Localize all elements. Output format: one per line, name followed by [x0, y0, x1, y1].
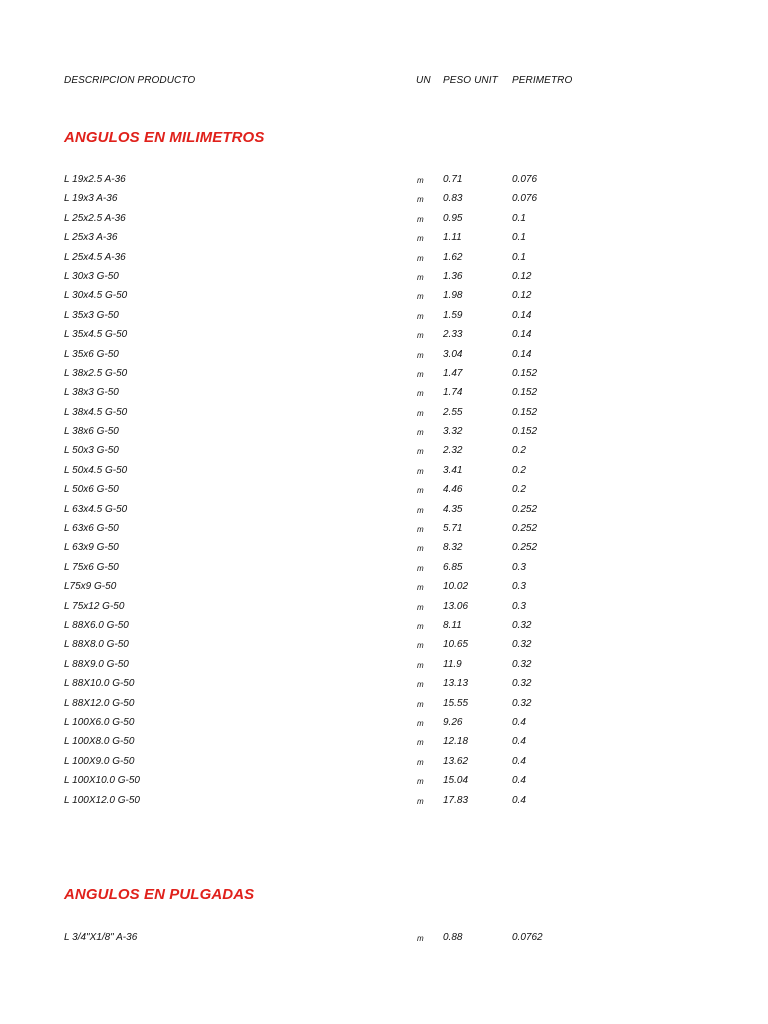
unit-cell: m	[417, 486, 424, 496]
unit-weight-cell: 1.47	[443, 367, 463, 379]
product-description: L 100X10.0 G-50	[64, 775, 140, 787]
product-description: L 19x3 A-36	[64, 193, 118, 205]
unit-cell: m	[417, 796, 424, 806]
perimeter-cell: 0.4	[512, 755, 526, 767]
unit-cell: m	[417, 738, 424, 748]
header-perimetro: PERIMETRO	[512, 75, 573, 86]
unit-weight-cell: 1.98	[443, 290, 463, 302]
table-row	[0, 405, 768, 424]
unit-weight-cell: 1.36	[443, 270, 463, 282]
unit-cell: m	[417, 369, 424, 379]
product-description: L 100X12.0 G-50	[64, 794, 140, 806]
unit-cell: m	[417, 505, 424, 515]
product-description: L 75x12 G-50	[64, 600, 125, 612]
table-row	[0, 637, 768, 656]
unit-cell: m	[417, 331, 424, 341]
perimeter-cell: 0.1	[512, 251, 526, 263]
unit-cell: m	[417, 408, 424, 418]
unit-weight-cell: 15.04	[443, 775, 469, 787]
perimeter-cell: 0.252	[512, 523, 538, 535]
unit-weight-cell: 12.18	[443, 736, 469, 748]
table-row	[0, 773, 768, 792]
unit-cell: m	[417, 428, 424, 438]
table-row	[0, 482, 768, 501]
table-row	[0, 269, 768, 288]
product-description: L 100X8.0 G-50	[64, 736, 135, 748]
perimeter-cell: 0.152	[512, 426, 538, 438]
product-description: L 25x4.5 A-36	[64, 251, 126, 263]
product-description: L 35x6 G-50	[64, 348, 119, 360]
product-description: L75x9 G-50	[64, 581, 117, 593]
table-row	[0, 347, 768, 366]
unit-weight-cell: 11.9	[443, 658, 462, 670]
table-row	[0, 754, 768, 773]
product-description: L 50x6 G-50	[64, 484, 119, 496]
product-description: L 38x4.5 G-50	[64, 406, 128, 418]
perimeter-cell: 0.1	[512, 232, 526, 244]
unit-cell: m	[417, 621, 424, 631]
unit-weight-cell: 3.32	[443, 426, 463, 438]
unit-weight-cell: 8.32	[443, 542, 463, 554]
unit-cell: m	[417, 757, 424, 767]
unit-weight-cell: 2.32	[443, 445, 463, 457]
table-row	[0, 560, 768, 579]
table-row	[0, 463, 768, 482]
table-row	[0, 327, 768, 346]
product-description: L 50x3 G-50	[64, 445, 119, 457]
product-description: L 100X6.0 G-50	[64, 716, 135, 728]
table-row	[0, 521, 768, 540]
perimeter-cell: 0.4	[512, 736, 526, 748]
unit-weight-cell: 15.55	[443, 697, 469, 709]
table-row	[0, 250, 768, 269]
perimeter-cell: 0.1	[512, 212, 526, 224]
perimeter-cell: 0.152	[512, 406, 538, 418]
unit-cell: m	[417, 718, 424, 728]
unit-cell: m	[417, 447, 424, 457]
unit-weight-cell: 1.74	[443, 387, 463, 399]
unit-weight-cell: 13.06	[443, 600, 469, 612]
unit-cell: m	[417, 777, 424, 787]
table-row	[0, 657, 768, 676]
section-title-pulgadas: ANGULOS EN PULGADAS	[64, 886, 255, 903]
product-description: L 35x4.5 G-50	[64, 329, 128, 341]
unit-cell: m	[417, 583, 424, 593]
perimeter-cell: 0.32	[512, 658, 532, 670]
unit-weight-cell: 2.55	[443, 406, 463, 418]
unit-weight-cell: 2.33	[443, 329, 463, 341]
unit-cell: m	[417, 389, 424, 399]
unit-weight-cell: 0.71	[443, 174, 463, 185]
product-description: L 30x4.5 G-50	[64, 290, 128, 302]
perimeter-cell: 0.14	[512, 348, 532, 360]
unit-cell: m	[417, 272, 424, 282]
perimeter-cell: 0.32	[512, 678, 532, 690]
product-description: L 38x3 G-50	[64, 387, 119, 399]
table-row	[0, 424, 768, 443]
product-description: L 88X6.0 G-50	[64, 619, 129, 631]
product-description: L 35x3 G-50	[64, 309, 119, 321]
unit-weight-cell: 0.88	[443, 932, 463, 943]
perimeter-cell: 0.3	[512, 561, 526, 573]
product-description: L 25x3 A-36	[64, 232, 118, 244]
unit-weight-cell: 10.65	[443, 639, 469, 651]
table-row	[0, 676, 768, 695]
table-row	[0, 172, 768, 191]
unit-weight-cell: 3.41	[443, 464, 463, 476]
unit-cell: m	[417, 214, 424, 224]
product-description: L 75x6 G-50	[64, 561, 119, 573]
header-peso-unit: PESO UNIT	[443, 75, 498, 86]
product-description: L 30x3 G-50	[64, 270, 119, 282]
unit-cell: m	[417, 660, 424, 670]
unit-weight-cell: 0.95	[443, 212, 463, 224]
unit-cell: m	[417, 544, 424, 554]
unit-cell: m	[417, 934, 424, 943]
perimeter-cell: 0.4	[512, 716, 526, 728]
unit-weight-cell: 4.46	[443, 484, 463, 496]
table-row	[0, 366, 768, 385]
perimeter-cell: 0.252	[512, 503, 538, 515]
table-row	[0, 599, 768, 618]
unit-cell: m	[417, 195, 424, 205]
table-row	[0, 618, 768, 637]
unit-weight-cell: 13.62	[443, 755, 469, 767]
unit-weight-cell: 1.11	[443, 232, 462, 244]
unit-weight-cell: 0.83	[443, 193, 463, 205]
unit-cell: m	[417, 176, 424, 185]
table-row	[0, 734, 768, 753]
product-description: L 88X10.0 G-50	[64, 678, 135, 690]
unit-weight-cell: 4.35	[443, 503, 463, 515]
table-milimetros	[0, 172, 768, 812]
product-description: L 38x2.5 G-50	[64, 367, 128, 379]
perimeter-cell: 0.152	[512, 367, 538, 379]
table-row	[0, 930, 768, 949]
product-description: L 50x4.5 G-50	[64, 464, 128, 476]
table-row	[0, 793, 768, 812]
unit-weight-cell: 1.62	[443, 251, 463, 263]
perimeter-cell: 0.076	[512, 174, 538, 185]
unit-cell: m	[417, 292, 424, 302]
product-description: L 25x2.5 A-36	[64, 212, 126, 224]
unit-weight-cell: 10.02	[443, 581, 469, 593]
table-row	[0, 715, 768, 734]
perimeter-cell: 0.14	[512, 329, 532, 341]
table-row	[0, 211, 768, 230]
unit-weight-cell: 6.85	[443, 561, 463, 573]
unit-cell: m	[417, 234, 424, 244]
product-description: L 38x6 G-50	[64, 426, 119, 438]
perimeter-cell: 0.12	[512, 270, 532, 282]
perimeter-cell: 0.2	[512, 445, 526, 457]
section-title-milimetros: ANGULOS EN MILIMETROS	[64, 129, 265, 146]
product-description: L 63x6 G-50	[64, 523, 119, 535]
perimeter-cell: 0.4	[512, 775, 526, 787]
product-description: L 3/4"X1/8" A-36	[64, 932, 138, 943]
perimeter-cell: 0.12	[512, 290, 532, 302]
unit-cell: m	[417, 311, 424, 321]
perimeter-cell: 0.2	[512, 484, 526, 496]
table-pulgadas	[0, 930, 768, 949]
unit-weight-cell: 9.26	[443, 716, 463, 728]
unit-weight-cell: 5.71	[443, 523, 463, 535]
unit-weight-cell: 1.59	[443, 309, 463, 321]
table-row	[0, 696, 768, 715]
perimeter-cell: 0.152	[512, 387, 538, 399]
unit-weight-cell: 13.13	[443, 678, 469, 690]
perimeter-cell: 0.0762	[512, 932, 543, 943]
column-header-row	[0, 75, 768, 89]
unit-cell: m	[417, 350, 424, 360]
product-description: L 63x4.5 G-50	[64, 503, 128, 515]
unit-weight-cell: 8.11	[443, 619, 462, 631]
unit-cell: m	[417, 563, 424, 573]
perimeter-cell: 0.14	[512, 309, 532, 321]
table-row	[0, 579, 768, 598]
perimeter-cell: 0.3	[512, 600, 526, 612]
table-row	[0, 502, 768, 521]
header-descripcion: DESCRIPCION PRODUCTO	[64, 75, 196, 86]
header-un: UN	[416, 75, 431, 86]
perimeter-cell: 0.32	[512, 639, 532, 651]
table-row	[0, 540, 768, 559]
unit-cell: m	[417, 525, 424, 535]
product-description: L 63x9 G-50	[64, 542, 119, 554]
product-description: L 100X9.0 G-50	[64, 755, 135, 767]
table-row	[0, 230, 768, 249]
unit-weight-cell: 3.04	[443, 348, 463, 360]
product-description: L 88X9.0 G-50	[64, 658, 129, 670]
perimeter-cell: 0.32	[512, 619, 532, 631]
perimeter-cell: 0.32	[512, 697, 532, 709]
perimeter-cell: 0.2	[512, 464, 526, 476]
perimeter-cell: 0.3	[512, 581, 526, 593]
perimeter-cell: 0.4	[512, 794, 526, 806]
unit-cell: m	[417, 253, 424, 263]
perimeter-cell: 0.252	[512, 542, 538, 554]
unit-cell: m	[417, 680, 424, 690]
unit-cell: m	[417, 699, 424, 709]
table-row	[0, 443, 768, 462]
unit-cell: m	[417, 602, 424, 612]
perimeter-cell: 0.076	[512, 193, 538, 205]
unit-weight-cell: 17.83	[443, 794, 469, 806]
unit-cell: m	[417, 466, 424, 476]
table-row	[0, 308, 768, 327]
table-row	[0, 191, 768, 210]
table-row	[0, 385, 768, 404]
product-description: L 88X12.0 G-50	[64, 697, 135, 709]
unit-cell: m	[417, 641, 424, 651]
table-row	[0, 288, 768, 307]
product-description: L 88X8.0 G-50	[64, 639, 129, 651]
product-description: L 19x2.5 A-36	[64, 174, 126, 185]
